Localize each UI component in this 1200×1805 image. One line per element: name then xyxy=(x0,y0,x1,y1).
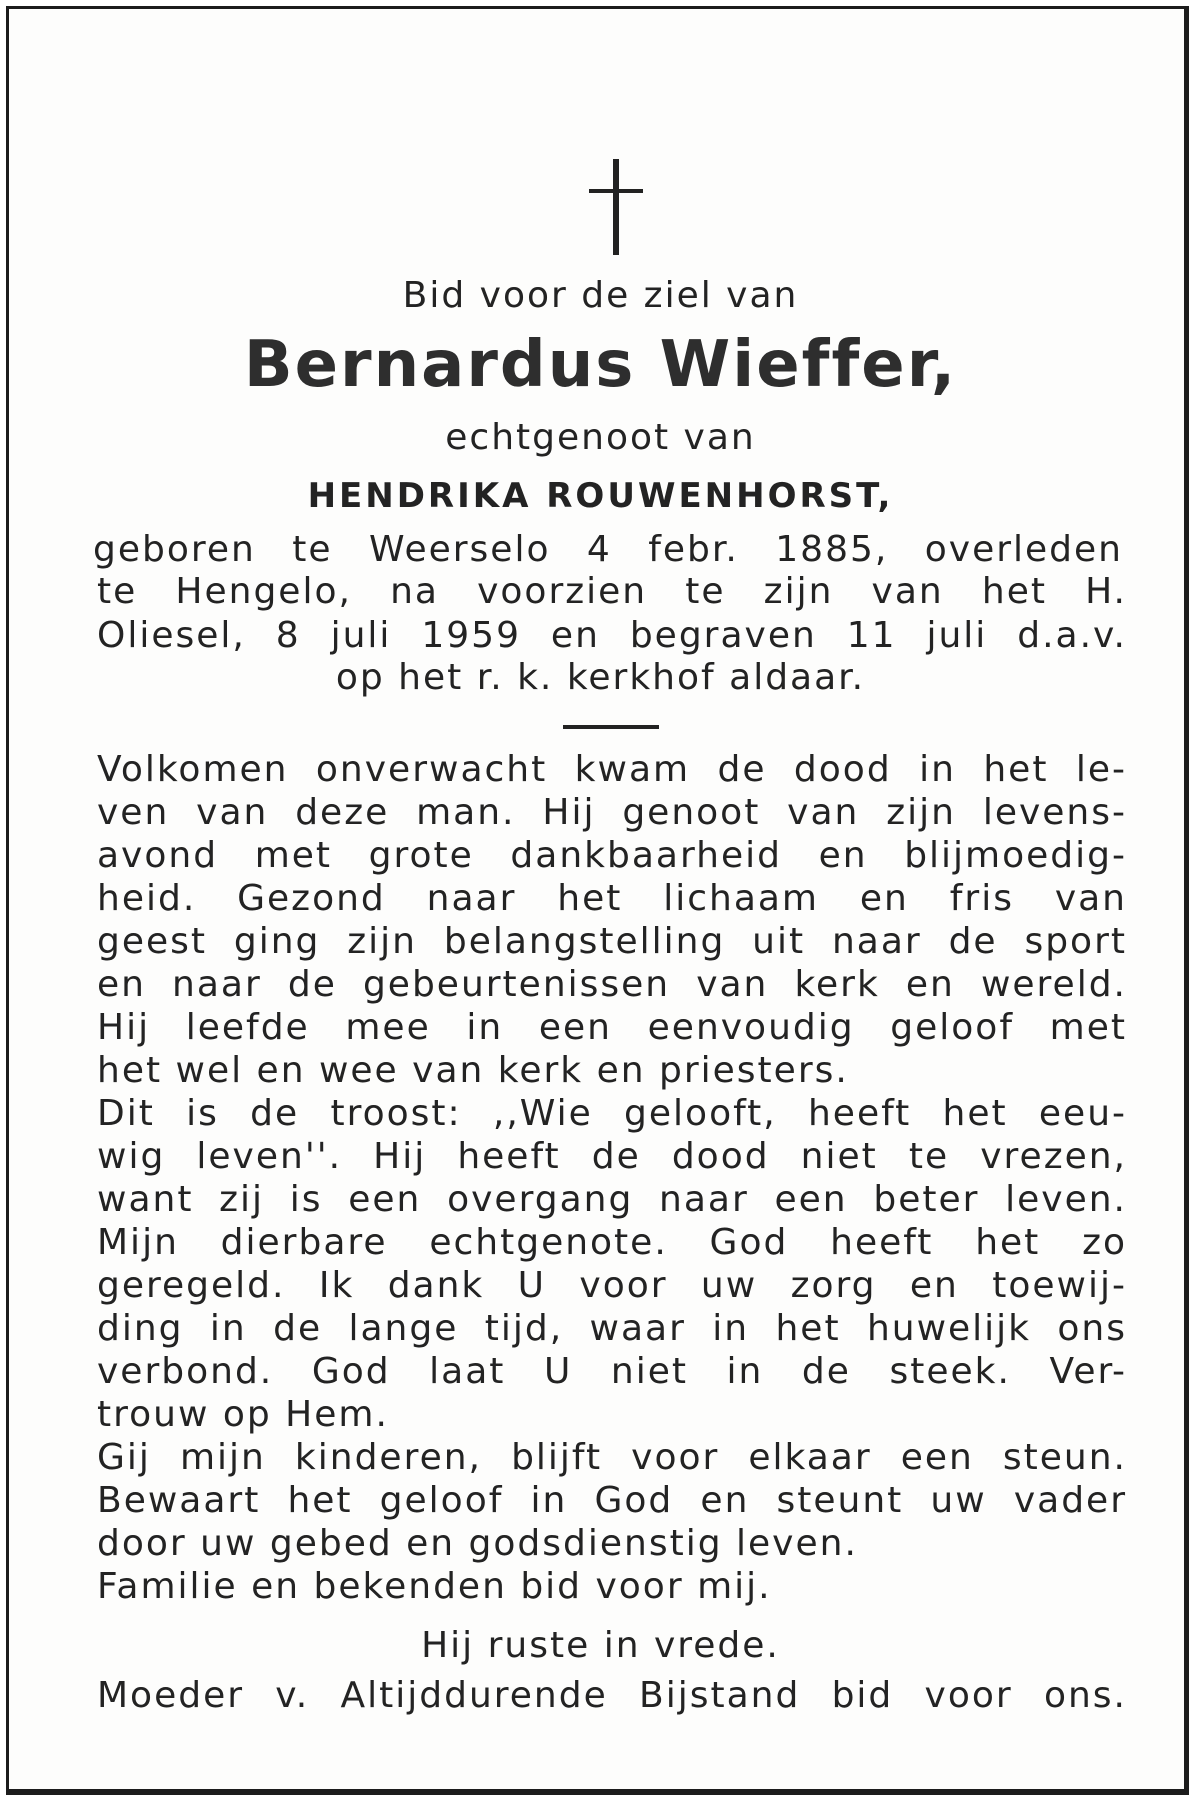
text-line: Mijn dierbare echtgenote. God heeft het zo xyxy=(97,1222,1127,1263)
text-line: want zij is een overgang naar een beter leven. xyxy=(97,1179,1127,1220)
text-line: ding in de lange tijd, waar in het huwelijk ons xyxy=(97,1308,1127,1349)
text-line: trouw op Hem. xyxy=(97,1394,389,1435)
birth-line: geboren te Weerselo 4 febr. 1885, overleden xyxy=(93,529,1123,570)
spouse-name: HENDRIKA ROUWENHORST, xyxy=(307,476,894,516)
text-line: geregeld. Ik dank U voor uw zorg en toewij- xyxy=(97,1265,1127,1306)
text-line: door uw gebed en godsdienstig leven. xyxy=(97,1523,858,1564)
memorial-card xyxy=(6,6,1189,1795)
divider xyxy=(563,725,659,729)
text-line: Bewaart het geloof in God en steunt uw vader xyxy=(97,1480,1127,1521)
birth-line: Oliesel, 8 juli 1959 en begraven 11 juli d.a.v. xyxy=(97,615,1127,656)
text-line: heid. Gezond naar het lichaam en fris van xyxy=(97,878,1127,919)
text-line: Volkomen onverwacht kwam de dood in het le- xyxy=(97,749,1127,790)
text-line: avond met grote dankbaarheid en blijmoedig- xyxy=(97,835,1127,876)
cross-icon xyxy=(589,159,643,255)
text-line: wig leven''. Hij heeft de dood niet te vrezen, xyxy=(97,1136,1127,1177)
text-line: Hij leefde mee in een eenvoudig geloof met xyxy=(97,1007,1127,1048)
text-line: en naar de gebeurtenissen van kerk en wereld. xyxy=(97,964,1127,1005)
text-line: Gij mijn kinderen, blijft voor elkaar een steun. xyxy=(97,1437,1127,1478)
text-line: verbond. God laat U niet in de steek. Ver- xyxy=(97,1351,1127,1392)
text-line: Dit is de troost: ,,Wie gelooft, heeft het eeu- xyxy=(97,1093,1127,1134)
spouse-label: echtgenoot van xyxy=(445,417,756,458)
intro-text: Bid voor de ziel van xyxy=(402,275,799,316)
birth-line: op het r. k. kerkhof aldaar. xyxy=(335,657,866,698)
prayer-text: Moeder v. Altijddurende Bijstand bid voor ons. xyxy=(97,1675,1127,1716)
text-line: ven van deze man. Hij genoot van zijn levens- xyxy=(97,792,1127,833)
birth-line: te Hengelo, na voorzien te zijn van het H. xyxy=(97,571,1127,612)
text-line: het wel en wee van kerk en priesters. xyxy=(97,1050,849,1091)
deceased-name: Bernardus Wieffer, xyxy=(243,328,958,402)
text-line: Familie en bekenden bid voor mij. xyxy=(97,1566,772,1607)
text-line: geest ging zijn belangstelling uit naar de sport xyxy=(97,921,1127,962)
closing-text: Hij ruste in vrede. xyxy=(421,1625,780,1666)
